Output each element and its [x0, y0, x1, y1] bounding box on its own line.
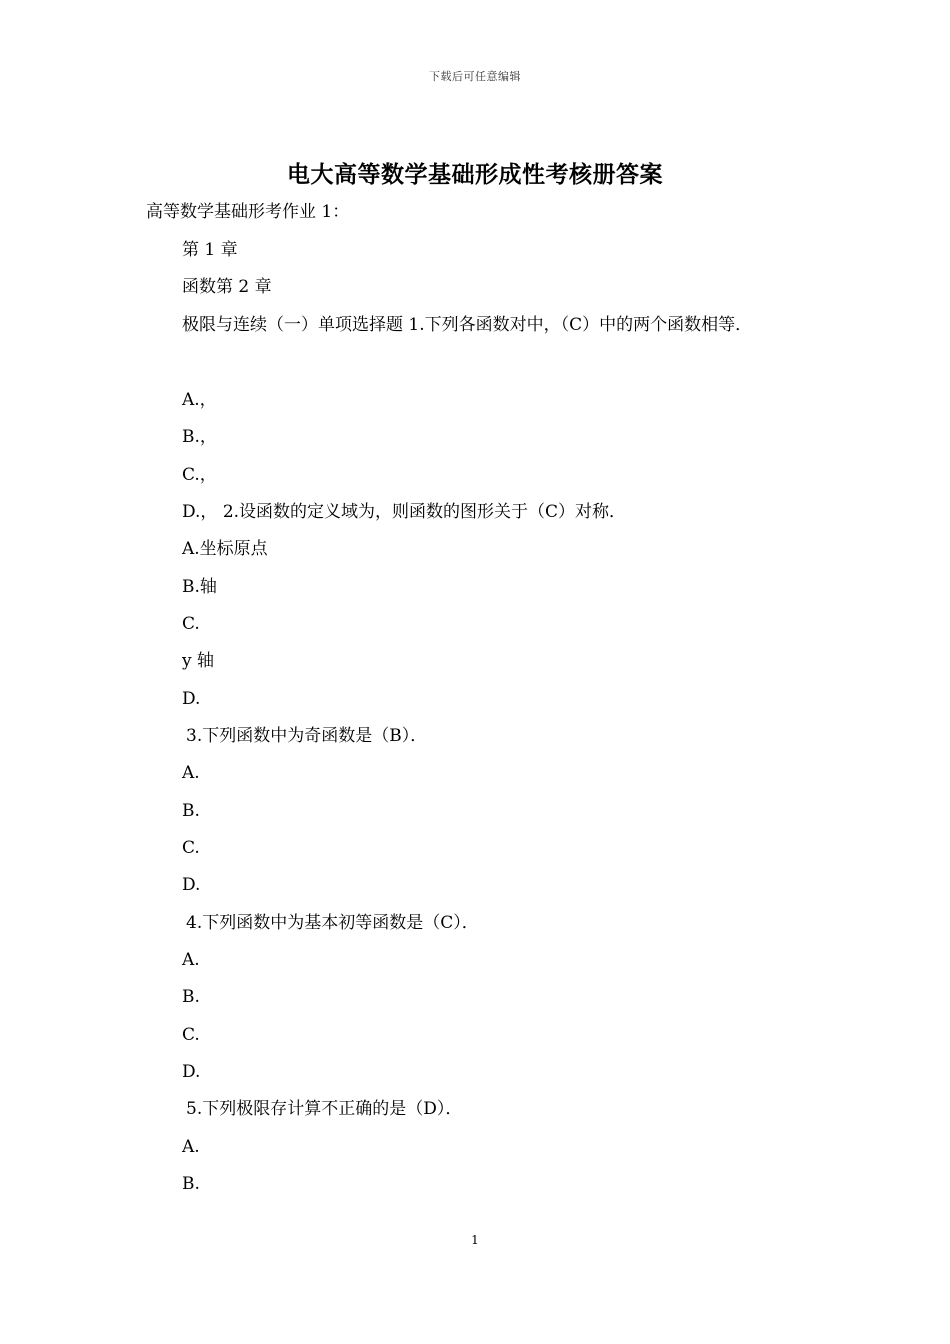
option-line: B.: [182, 801, 200, 821]
chapter-line: 函数第 2 章: [182, 277, 272, 297]
question-5: 5.下列极限存计算不正确的是（D）．: [186, 1099, 463, 1119]
option-line: B.轴: [182, 577, 217, 597]
section-heading: 高等数学基础形考作业 1：: [146, 202, 350, 222]
question-3: 3.下列函数中为奇函数是（B）．: [186, 726, 428, 746]
question-1: 极限与连续（一）单项选择题 1.下列各函数对中，（C）中的两个函数相等．: [182, 315, 753, 335]
document-title: 电大高等数学基础形成性考核册答案: [287, 161, 663, 188]
header-note: 下载后可任意编辑: [429, 70, 521, 83]
option-line: D.: [182, 875, 201, 895]
option-line: A.: [182, 763, 200, 783]
question-2: D.， 2.设函数的定义域为，则函数的图形关于（C）对称．: [182, 502, 627, 522]
option-line: D.: [182, 689, 201, 709]
chapter-line: 第 1 章: [182, 240, 238, 260]
option-line: A.: [182, 950, 200, 970]
option-line: B.: [182, 987, 200, 1007]
option-line: B.: [182, 1174, 200, 1194]
option-line: B.，: [182, 427, 217, 447]
option-line: y 轴: [182, 651, 215, 671]
option-line: C.: [182, 1025, 200, 1045]
option-line: A.，: [182, 390, 217, 410]
option-line: C.: [182, 838, 200, 858]
option-line: C.，: [182, 465, 217, 485]
option-line: D.: [182, 1062, 201, 1082]
option-line: A.坐标原点: [182, 539, 268, 559]
question-4: 4.下列函数中为基本初等函数是（C）．: [186, 913, 479, 933]
option-line: A.: [182, 1137, 200, 1157]
option-line: C.: [182, 614, 200, 634]
page-number: 1: [471, 1233, 479, 1247]
